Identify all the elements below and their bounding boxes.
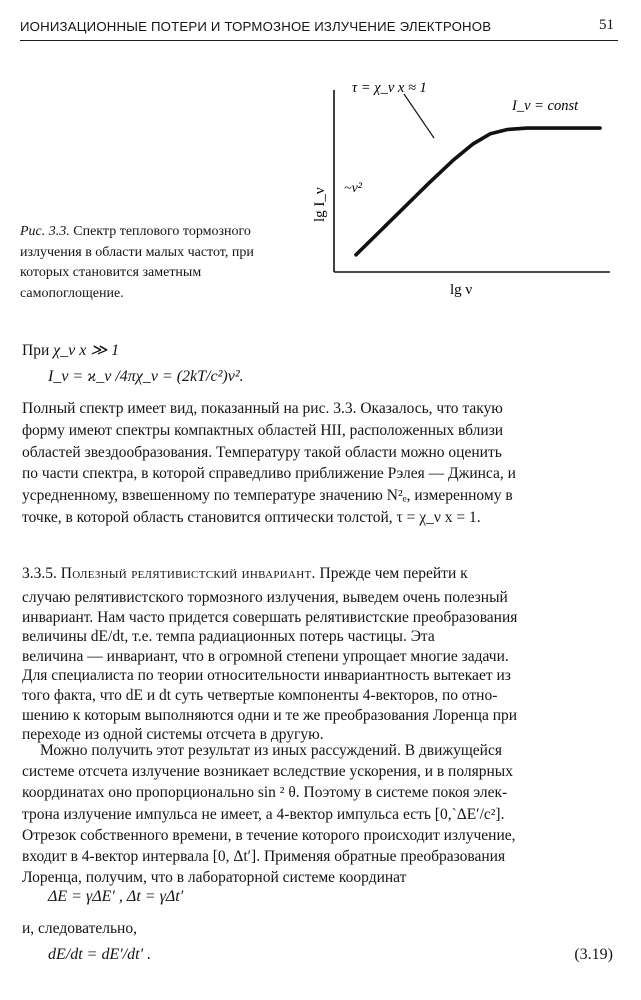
caption-text: Спектр теплового тормозного излучения в области малых частот, при которых становится заметным самопоглощение. xyxy=(20,224,254,301)
paragraph-derivation-line: Можно получить этот результат из иных рассуждений. В движущейся xyxy=(40,742,502,759)
spectrum-curve xyxy=(356,128,600,255)
figure-caption xyxy=(20,222,278,304)
annotation-const: I_ν = const xyxy=(512,98,579,114)
paragraph-spectrum-line: точке, в которой область становится оптически толстой, τ = χ_ν x = 1. xyxy=(22,509,481,526)
paragraph-spectrum-line: усредненному, взвешенному по температуре значению N²ₑ, измеренному в xyxy=(22,487,513,505)
paragraph-spectrum-line: по части спектра, в которой справедливо приближение Рэлея — Джинса, и xyxy=(22,465,516,483)
page-number: 51 xyxy=(599,17,614,33)
paragraph-derivation-line: Отрезок собственного времени, в течение которого происходит излучение, xyxy=(22,826,516,844)
running-header xyxy=(20,16,618,41)
paragraph-invariant-line: инвариант. Нам часто придется совершать релятивистские преобразования xyxy=(22,608,518,626)
condition-line xyxy=(22,340,119,362)
paragraph-invariant-line: величина — инвариант, что в огромной степени упрощает многие задачи. xyxy=(22,647,509,665)
paragraph-invariant-line: случаю релятивистского тормозного излучения, выведем очень полезный xyxy=(22,589,508,606)
section-title: Полезный релятивистский инвариант. xyxy=(60,565,316,582)
equation-intensity: I_ν = ϰ_ν /4πχ_ν = (2kT/c²)ν². xyxy=(48,368,244,385)
figure-3-3-chart xyxy=(300,72,620,304)
equation-transform: ΔE = γΔE′ , Δt = γΔt′ xyxy=(48,888,184,905)
caption-label: Рис. 3.3. xyxy=(20,224,70,239)
paragraph-invariant-line: шению к которым выполняются одни и те же преобразования Лоренца при xyxy=(22,706,518,724)
equation-3-19: dE/dt = dE′/dt′ . xyxy=(48,946,152,963)
paragraph-invariant-line: переходе из одной системы отсчета в другую. xyxy=(22,726,324,744)
condition-expr: χ_ν x ≫ 1 xyxy=(53,342,120,359)
paragraph-invariant-line: того факта, что dE и dt суть четвертые компоненты 4-векторов, по отно- xyxy=(22,687,498,704)
paragraph-invariant-line: Для специалиста по теории относительности инвариантность вытекает из xyxy=(22,667,511,685)
equation-number: (3.19) xyxy=(574,946,613,963)
section-number: 3.3.5. xyxy=(22,565,57,582)
annotation-slope: ~ν² xyxy=(344,181,362,196)
and-therefore-text: и, следовательно, xyxy=(22,920,137,937)
paragraph-spectrum-line: областей звездообразования. Температуру такой области можно оценить xyxy=(22,443,502,461)
section-heading-line xyxy=(22,563,468,585)
paragraph-derivation-line: системе отсчета излучение возникает вследствие ускорения, и в полярных xyxy=(22,763,513,781)
paragraph-derivation-line: Лоренца, получим, что в лабораторной системе координат xyxy=(22,869,407,887)
annotation-leader-line xyxy=(404,94,434,138)
condition-prefix: При xyxy=(22,342,50,359)
x-axis-label: lg ν xyxy=(450,282,473,298)
y-axis-label: lg I_ν xyxy=(312,187,328,222)
header-title: ИОНИЗАЦИОННЫЕ ПОТЕРИ И ТОРМОЗНОЕ ИЗЛУЧЕНИЕ ЭЛЕКТРОНОВ xyxy=(20,19,492,34)
paragraph-invariant-line: величины dE/dt, т.е. темпа радиационных потерь частицы. Эта xyxy=(22,628,435,646)
paragraph-derivation-line: трона излучение импульса не имеет, а 4-вектор импульса есть [0,`ΔE′/c²]. xyxy=(22,805,505,823)
paragraph-derivation-line: входит в 4-вектор интервала [0, Δt′]. Применяя обратные преобразования xyxy=(22,848,506,865)
paragraph-derivation-line: координатах оно пропорционально sin ² θ. Поэтому в системе покоя элек- xyxy=(22,784,508,802)
paragraph-spectrum-line: Полный спектр имеет вид, показанный на рис. 3.3. Оказалось, что такую xyxy=(22,400,503,417)
section-first-line: Прежде чем перейти к xyxy=(319,565,468,582)
paragraph-spectrum-line: форму имеют спектры компактных областей НII, расположенных вблизи xyxy=(22,421,504,439)
annotation-tau: τ = χ_ν x ≈ 1 xyxy=(352,80,427,96)
